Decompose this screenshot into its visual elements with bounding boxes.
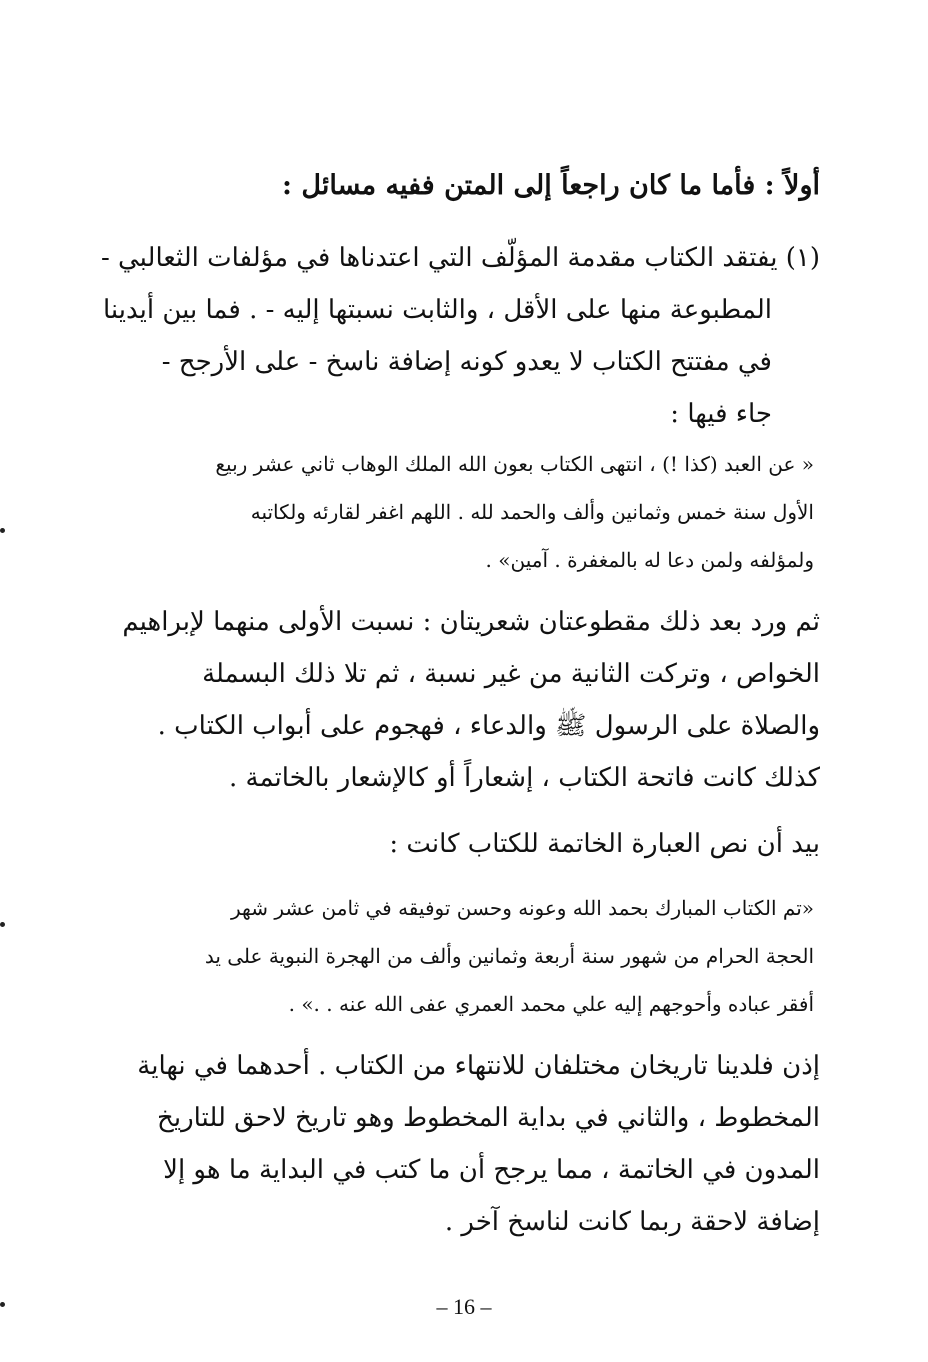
paragraph-1	[100, 232, 820, 440]
paragraph-1-line-1-text: يفتقد الكتاب مقدمة المؤلّف التي اعتدناها في مؤلفات الثعالبي -	[100, 243, 778, 273]
quote-2	[100, 884, 820, 1028]
paragraph-3: كذلك كانت فاتحة الكتاب ، إشعاراً أو كالإشعار بالخاتمة .	[229, 763, 820, 793]
page-number: – 16 –	[436, 1294, 492, 1319]
scan-mark	[0, 1302, 5, 1307]
paragraph-2-line-3: والصلاة على الرسول ﷺ والدعاء ، فهجوم على أبواب الكتاب .	[157, 711, 820, 741]
paragraph-2-line-2: الخواص ، وتركت الثانية من غير نسبة ، ثم تلا ذلك البسملة	[202, 659, 820, 689]
quote-1-line-1: « عن العبد (كذا !) ، انتهى الكتاب بعون الله الملك الوهاب ثاني عشر ربيع	[215, 452, 814, 476]
scan-mark	[0, 528, 5, 533]
paragraph-1-line-3: في مفتتح الكتاب لا يعدو كونه إضافة ناسخ - على الأرجح -	[161, 347, 772, 377]
paragraph-5-line-4: إضافة لاحقة ربما كانت لناسخ آخر .	[444, 1207, 820, 1237]
paragraph-4: بيد أن نص العبارة الخاتمة للكتاب كانت :	[389, 829, 820, 859]
paragraph-5-line-2: المخطوط ، والثاني في بداية المخطوط وهو تاريخ لاحق للتاريخ	[157, 1103, 820, 1133]
scan-mark	[0, 922, 5, 927]
quote-1	[100, 440, 820, 584]
paragraph-2-line-1: ثم ورد بعد ذلك مقطوعتان شعريتان : نسبت الأولى منهما لإبراهيم	[122, 607, 820, 637]
quote-2-line-3: أفقر عباده وأحوجهم إليه علي محمد العمري عفى الله عنه . .» .	[288, 992, 814, 1016]
paragraph-5-line-3: المدون في الخاتمة ، مما يرجح أن ما كتب في البداية ما هو إلا	[163, 1155, 820, 1185]
paragraph-2	[100, 596, 820, 752]
quote-1-line-2: الأول سنة خمس وثمانين وألف والحمد لله . اللهم اغفر لقارئه ولكاتبه	[250, 500, 814, 524]
quote-2-line-1: «تم الكتاب المبارك بحمد الله وعونه وحسن توفيقه في ثامن عشر شهر	[231, 896, 814, 920]
section-heading: أولاً : فأما ما كان راجعاً إلى المتن ففيه مسائل :	[282, 170, 820, 201]
paragraph-1-line-2: المطبوعة منها على الأقل ، والثابت نسبتها إليه - . فما بين أيدينا	[102, 295, 772, 325]
quote-1-line-3: ولمؤلفه ولمن دعا له بالمغفرة . آمين» .	[485, 548, 814, 572]
paragraph-5	[100, 1040, 820, 1248]
quote-2-line-2: الحجة الحرام من شهور سنة أربعة وثمانين وألف من الهجرة النبوية على يد	[204, 944, 814, 968]
paragraph-1-line-4: جاء فيها :	[670, 399, 772, 429]
paragraph-5-line-1: إذن فلدينا تاريخان مختلفان للانتهاء من الكتاب . أحدهما في نهاية	[137, 1051, 820, 1081]
paragraph-number: (١)	[785, 243, 820, 273]
paragraph-1-line-1	[100, 232, 820, 284]
